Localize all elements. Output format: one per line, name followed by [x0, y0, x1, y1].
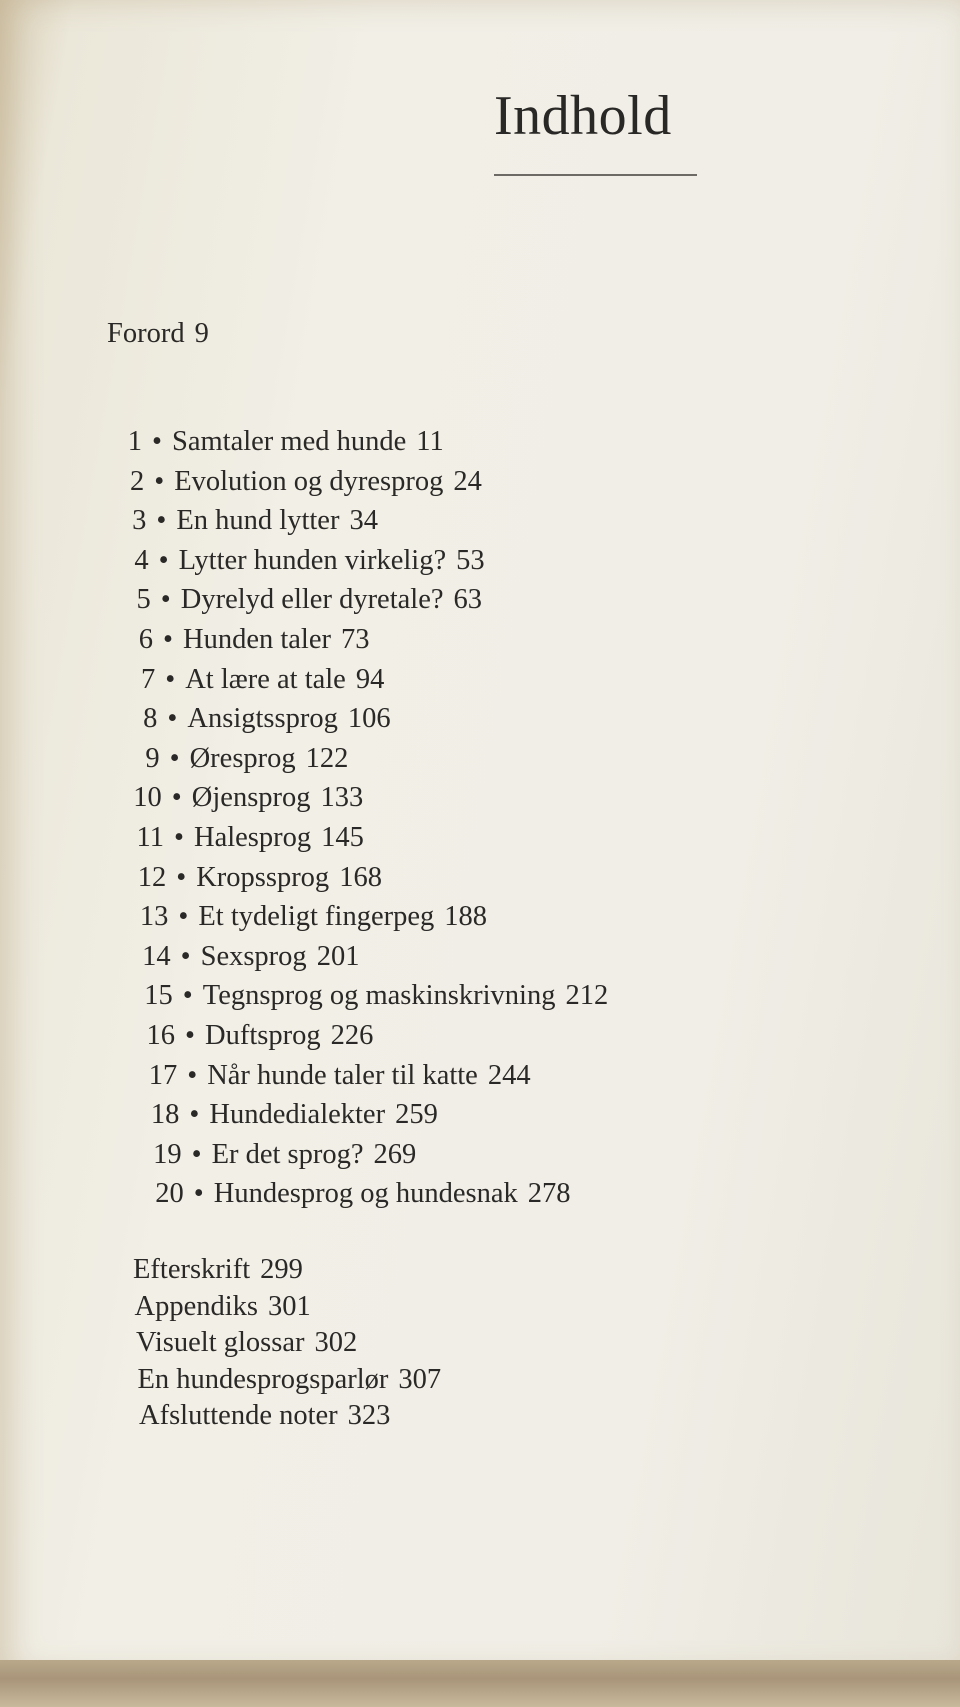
entry-label: Hundedialekter — [209, 1099, 386, 1131]
toc-entry-chapter — [111, 705, 390, 734]
entry-page: 212 — [565, 980, 609, 1012]
toc-entry-chapter — [133, 1101, 437, 1130]
entry-label: Duftsprog — [205, 1020, 321, 1051]
entry-page: 168 — [339, 861, 382, 893]
title-underline — [494, 174, 697, 176]
entry-label: Afsluttende noter — [139, 1400, 338, 1431]
entry-page: 302 — [314, 1327, 358, 1358]
entry-label: Øjensprog — [191, 782, 311, 814]
chapter-number: 13 — [139, 901, 169, 933]
bullet-icon: • — [191, 1138, 202, 1170]
bullet-icon: • — [178, 901, 189, 933]
bullet-icon: • — [165, 663, 176, 695]
chapter-number: 12 — [137, 861, 167, 893]
chapter-number: 1 — [127, 426, 142, 457]
toc-entry-chapter — [107, 626, 369, 655]
chapter-number: 14 — [142, 940, 171, 972]
chapter-number: 15 — [144, 980, 173, 1012]
entry-label: Dyrelyd eller dyretale? — [180, 584, 444, 616]
chapter-number: 8 — [143, 703, 158, 735]
entry-page: 53 — [456, 544, 485, 576]
entry-label: Når hunde taler til katte — [207, 1059, 478, 1091]
toc-entry-chapter — [118, 824, 364, 853]
toc-entry-chapter — [103, 544, 485, 576]
entry-label: Ansigtssprog — [187, 703, 338, 735]
entry-page: 299 — [260, 1254, 303, 1285]
entry-label: At lære at tale — [185, 663, 346, 695]
chapter-number: 9 — [145, 742, 160, 774]
bullet-icon: • — [193, 1178, 204, 1210]
bullet-icon: • — [171, 782, 182, 814]
toc-entry-back — [136, 1329, 357, 1358]
bullet-icon: • — [163, 624, 173, 655]
toc-entry-back — [133, 1256, 303, 1285]
toc-entry-chapter — [114, 742, 349, 774]
entry-label: Appendiks — [134, 1290, 258, 1322]
entry-page: 24 — [453, 465, 482, 497]
bullet-icon: • — [158, 544, 169, 576]
chapter-number: 17 — [148, 1059, 178, 1091]
entry-page: 11 — [416, 426, 444, 457]
chapter-number: 18 — [150, 1099, 180, 1131]
entry-page: 259 — [395, 1099, 438, 1131]
toc-entry-chapter — [105, 586, 482, 615]
entry-page: 122 — [305, 742, 349, 774]
toc-entry-chapter — [100, 507, 378, 536]
chapter-number: 10 — [133, 782, 162, 814]
entry-label: Hundesprog og hundesnak — [213, 1178, 518, 1210]
entry-label: Tegnsprog og maskinskrivning — [202, 980, 556, 1012]
chapter-number: 5 — [136, 584, 151, 616]
page-bottom-edge — [0, 1660, 960, 1707]
bullet-icon: • — [185, 1020, 195, 1051]
entry-label: Samtaler med hunde — [172, 426, 407, 457]
bullet-icon: • — [169, 742, 180, 774]
chapter-number: 7 — [140, 663, 156, 695]
toc-entry-chapter — [127, 982, 608, 1011]
entry-page: 106 — [347, 703, 391, 735]
entry-label: En hund lytter — [176, 505, 340, 537]
entry-page: 73 — [340, 624, 370, 655]
bullet-icon: • — [174, 822, 184, 853]
bullet-icon: • — [180, 940, 191, 972]
bullet-icon: • — [182, 980, 193, 1012]
bullet-icon: • — [154, 465, 165, 497]
bullet-icon: • — [176, 861, 187, 893]
toc-entry-chapter — [125, 940, 360, 972]
entry-label: Kropssprog — [196, 861, 330, 893]
entry-label: Efterskrift — [133, 1254, 251, 1285]
toc-entry-back — [139, 1402, 390, 1431]
chapter-number: 16 — [146, 1020, 175, 1051]
toc-entry-chapter — [129, 1022, 373, 1051]
bullet-icon: • — [160, 584, 171, 616]
entry-label: Evolution og dyresprog — [174, 465, 444, 497]
bullet-icon: • — [156, 505, 167, 537]
entry-page: 188 — [444, 901, 487, 933]
entry-page: 145 — [321, 822, 364, 853]
entry-page: 269 — [373, 1138, 417, 1170]
toc-entry-chapter — [109, 663, 385, 695]
entry-page: 201 — [316, 940, 360, 972]
bullet-icon: • — [152, 426, 162, 457]
toc-entry-chapter — [96, 428, 444, 457]
chapter-number: 6 — [138, 624, 153, 655]
entry-page: 226 — [330, 1020, 374, 1051]
chapter-number: 19 — [153, 1138, 182, 1170]
toc-entry-chapter — [122, 903, 487, 932]
entry-label: Lytter hunden virkelig? — [178, 544, 447, 576]
entry-label: Visuelt glossar — [136, 1327, 305, 1358]
entry-label: Hunden taler — [183, 624, 331, 655]
page-title: Indhold — [494, 85, 672, 147]
toc-entry-chapter — [136, 1138, 417, 1170]
entry-page: 323 — [347, 1400, 391, 1431]
entry-page: 244 — [487, 1059, 531, 1091]
entry-label: En hundesprogsparlør — [137, 1363, 389, 1395]
entry-page: 34 — [349, 505, 378, 537]
toc-entry-chapter — [120, 861, 382, 893]
chapter-number: 2 — [129, 465, 145, 497]
entry-page: 63 — [453, 584, 482, 616]
entry-label: Øresprog — [189, 742, 296, 774]
entry-page: 94 — [355, 663, 385, 695]
chapter-number: 3 — [132, 505, 147, 537]
toc-entry-chapter — [116, 784, 363, 813]
bullet-icon: • — [189, 1099, 200, 1131]
toc-entry-back — [137, 1363, 442, 1395]
entry-page: 9 — [194, 318, 209, 349]
toc-entry-front — [107, 320, 209, 349]
entry-label: Er det sprog? — [211, 1138, 364, 1170]
chapter-number: 11 — [136, 822, 164, 853]
bullet-icon: • — [167, 703, 178, 735]
entry-page: 301 — [268, 1290, 311, 1322]
entry-page: 133 — [320, 782, 364, 814]
entry-page: 278 — [527, 1178, 571, 1210]
chapter-number: 20 — [155, 1178, 184, 1210]
entry-label: Et tydeligt fingerpeg — [198, 901, 435, 933]
bullet-icon: • — [187, 1059, 198, 1091]
toc-entry-chapter — [98, 465, 482, 497]
entry-page: 307 — [398, 1363, 442, 1395]
toc-entry-chapter — [131, 1059, 531, 1091]
chapter-number: 4 — [134, 544, 149, 576]
entry-label: Halesprog — [194, 822, 312, 853]
toc-entry-back — [134, 1290, 311, 1322]
entry-label: Forord — [107, 318, 185, 349]
entry-label: Sexsprog — [200, 940, 307, 972]
toc-entry-chapter — [138, 1180, 571, 1209]
